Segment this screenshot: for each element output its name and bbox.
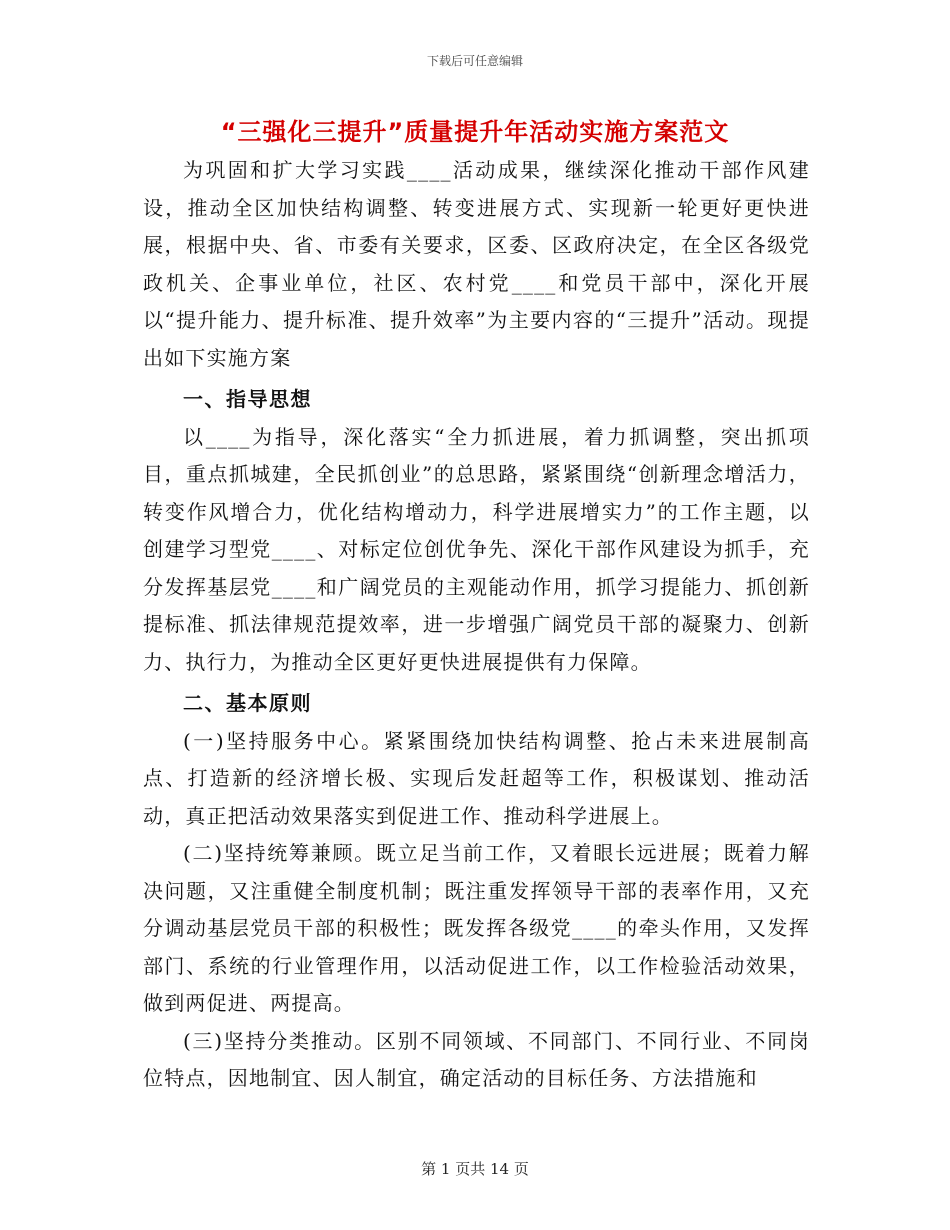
principle-paragraph: (三)坚持分类推动。区别不同领域、不同部门、不同行业、不同岗位特点，因地制宜、因人制宜，确定活动的目标任务、方法措施和 [143, 1028, 810, 1090]
page-footer: 第 1 页共 14 页 [421, 1160, 529, 1178]
principle-paragraph: (一)坚持服务中心。紧紧围绕加快结构调整、抢占未来进展制高点、打造新的经济增长极、实现后发赶超等工作，积极谋划、推动活动，真正把活动效果落实到促进工作、推动科学进展上。 [143, 728, 810, 828]
section-heading-guiding-ideology: 一、指导思想 [183, 387, 312, 411]
section-paragraph: 以____为指导，深化落实“全力抓进展，着力抓调整，突出抓项目，重点抓城建，全民抓创业”的总思路，紧紧围绕“创新理念增活力，转变作风增合力，优化结构增动力，科学进展增实力”的工作主题，以创建学习型党____、对标定位创优争先、深化干部作风建设为抓手，充分发挥基层党____和广阔党员的主观能动作用，抓学习提能力、抓创新提标准、抓法律规范提效率，进一步增强广阔党员干部的凝聚力、创新力、执行力，为推动全区更好更快进展提供有力保障。 [143, 424, 810, 674]
principle-paragraph: (二)坚持统筹兼顾。既立足当前工作，又着眼长远进展；既着力解决问题，又注重健全制度机制；既注重发挥领导干部的表率作用，又充分调动基层党员干部的积极性；既发挥各级党____的牵头作用，又发挥部门、系统的行业管理作用，以活动促进工作，以工作检验活动效果，做到两促进、两提高。 [143, 841, 810, 1015]
page-header-note: 下载后可任意编辑 [426, 54, 523, 68]
document-title: “三强化三提升”质量提升年活动实施方案范文 [220, 118, 730, 146]
document-body [143, 152, 810, 1098]
intro-paragraph: 为巩固和扩大学习实践____活动成果，继续深化推动干部作风建设，推动全区加快结构调整、转变进展方式、实现新一轮更好更快进展，根据中央、省、市委有关要求，区委、区政府决定，在全区各级党政机关、企事业单位，社区、农村党____和党员干部中，深化开展以“提升能力、提升标准、提升效率”为主要内容的“三提升”活动。现提出如下实施方案 [143, 158, 810, 370]
section-heading-basic-principles: 二、基本原则 [183, 691, 312, 715]
